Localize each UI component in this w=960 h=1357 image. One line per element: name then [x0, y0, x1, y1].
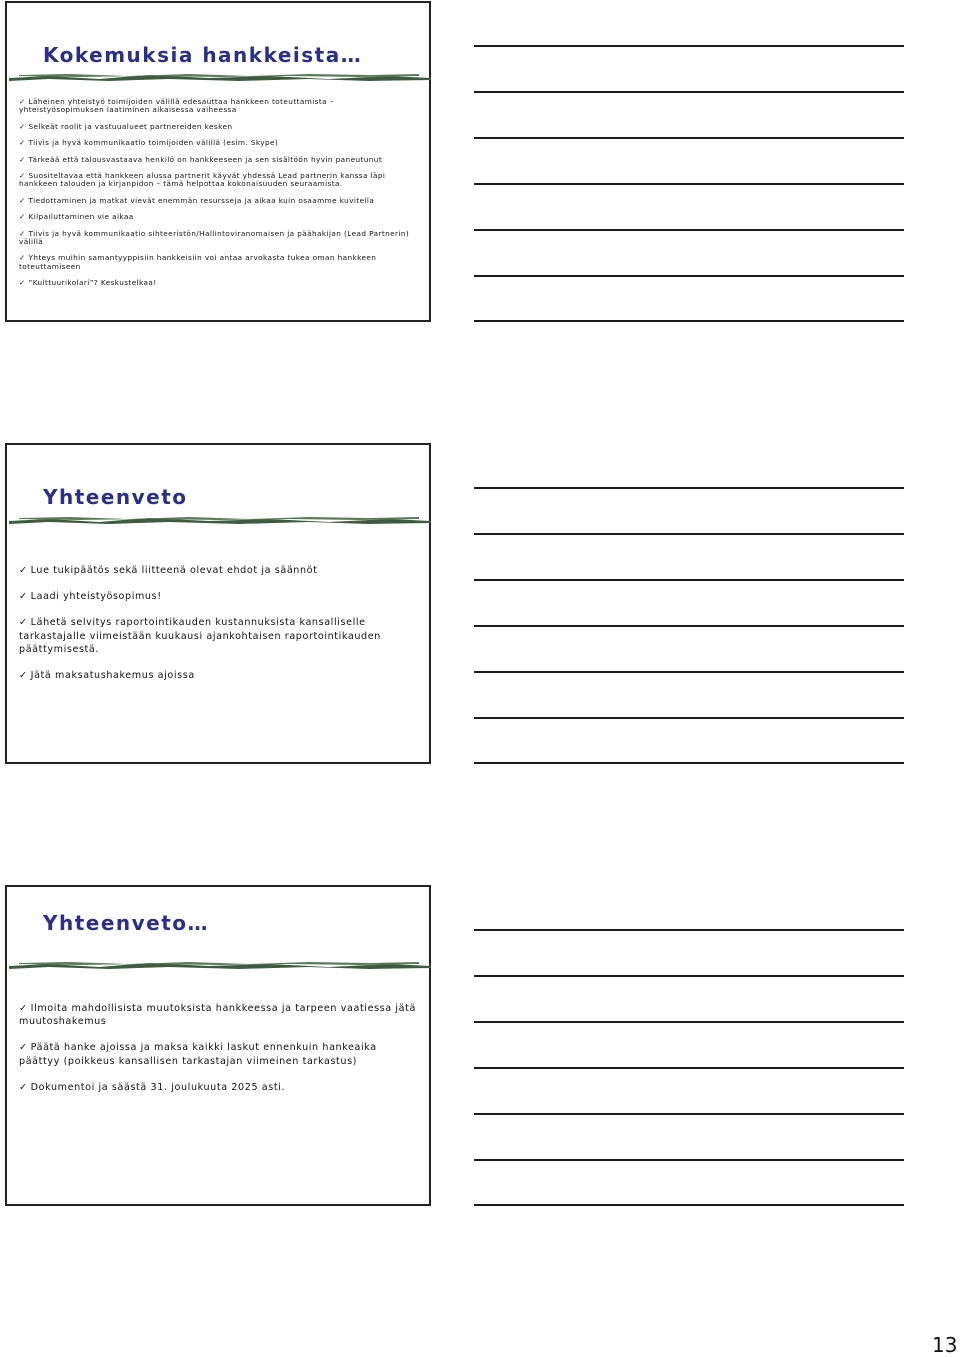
note-line: [474, 137, 904, 139]
bullet-item: ✓ Lähetä selvitys raportointikauden kustannuksista kansalliselle tarkastajalle viimeistään kuukausi ajankohtaisen raportointikauden päättymisestä.: [19, 617, 381, 655]
slide-title: Yhteenveto: [43, 485, 188, 509]
note-line: [474, 91, 904, 93]
checkmark-icon: ✓: [19, 617, 28, 629]
checkmark-icon: ✓: [19, 121, 26, 131]
note-line: [474, 762, 904, 764]
note-line: [474, 275, 904, 277]
bullet-item: ✓ Suositeltavaa että hankkeen alussa partnerit käyvät yhdessä Lead partnerin kanssa läpi hankkeen talouden ja kirjanpidon – tämä helpottaa kokonaisuuden seuraamista.: [19, 171, 386, 189]
note-line: [474, 229, 904, 231]
slide-2: [5, 443, 431, 764]
note-line: [474, 533, 904, 535]
checkmark-icon: ✓: [19, 591, 28, 603]
note-line: [474, 1021, 904, 1023]
note-line: [474, 671, 904, 673]
checkmark-icon: ✓: [19, 212, 26, 222]
slide-title: Kokemuksia hankkeista…: [43, 43, 363, 67]
note-line: [474, 717, 904, 719]
brush-stroke-divider: [9, 961, 431, 970]
bullet-item: ✓ Tiedottaminen ja matkat vievät enemmän resursseja ja aikaa kuin osaamme kuvitella: [19, 195, 375, 205]
checkmark-icon: ✓: [19, 195, 26, 205]
checkmark-icon: ✓: [19, 171, 26, 181]
slide-title: Yhteenveto…: [43, 911, 210, 935]
checkmark-icon: ✓: [19, 565, 28, 576]
checkmark-icon: ✓: [19, 278, 26, 288]
note-line: [474, 487, 904, 489]
bullet-item: ✓ Dokumentoi ja säästä 31. joulukuuta 2025 asti.: [19, 1081, 286, 1093]
checkmark-icon: ✓: [19, 1003, 28, 1014]
note-line: [474, 320, 904, 322]
note-line: [474, 625, 904, 627]
bullet-item: ✓ Ilmoita mahdollisista muutoksista hankkeessa ja tarpeen vaatiessa jätä muutoshakemus: [19, 1003, 416, 1028]
checkmark-icon: ✓: [19, 1042, 28, 1054]
note-line: [474, 1067, 904, 1069]
note-line: [474, 1159, 904, 1161]
slide-3: [5, 885, 431, 1206]
note-line: [474, 579, 904, 581]
bullet-item: ✓ Laadi yhteistyösopimus!: [19, 591, 162, 603]
note-line: [474, 45, 904, 47]
checkmark-icon: ✓: [19, 154, 26, 164]
checkmark-icon: ✓: [19, 670, 28, 682]
slide-1: [5, 1, 431, 322]
note-line: [474, 929, 904, 931]
checkmark-icon: ✓: [19, 1081, 28, 1093]
bullet-list: [19, 98, 419, 296]
page-number: 13: [932, 1333, 958, 1357]
note-line: [474, 183, 904, 185]
checkmark-icon: ✓: [19, 228, 26, 238]
bullet-item: ✓ Kilpailuttaminen vie aikaa: [19, 212, 134, 222]
checkmark-icon: ✓: [19, 138, 26, 148]
bullet-item: ✓ Lue tukipäätös sekä liitteenä olevat ehdot ja säännöt: [19, 565, 318, 576]
bullet-item: ✓ Selkeät roolit ja vastuualueet partnereiden kesken: [19, 121, 233, 131]
checkmark-icon: ✓: [19, 253, 26, 263]
note-line: [474, 1113, 904, 1115]
bullet-list: [19, 1002, 419, 1107]
bullet-item: ✓ Yhteys muihin samantyyppisiin hankkeisiin voi antaa arvokasta tukea oman hankkeen toteuttamiseen: [19, 253, 377, 271]
brush-stroke-divider: [9, 516, 431, 525]
note-line: [474, 975, 904, 977]
bullet-item: ✓ ”Kulttuurikolari”? Keskustelkaa!: [19, 278, 157, 288]
bullet-item: ✓ Tiivis ja hyvä kommunikaatio toimijoiden välillä (esim. Skype): [19, 138, 279, 148]
bullet-item: ✓ Läheinen yhteistyö toimijoiden välillä edesauttaa hankkeen toteuttamista – yhteistyösopimuksen laatiminen aikaisessa vaiheessa: [19, 97, 334, 115]
brush-stroke-divider: [9, 73, 431, 82]
bullet-item: ✓ Päätä hanke ajoissa ja maksa kaikki laskut ennenkuin hankeaika päättyy (poikkeus kansallisen tarkastajan viimeinen tarkastus): [19, 1042, 377, 1067]
bullet-item: ✓ Tiivis ja hyvä kommunikaatio sihteeristön/Hallintoviranomaisen ja päähakijan (Lead Partnerin) välillä: [19, 228, 410, 247]
bullet-list: [19, 564, 419, 695]
note-line: [474, 1204, 904, 1206]
checkmark-icon: ✓: [19, 97, 26, 106]
bullet-item: ✓ Jätä maksatushakemus ajoissa: [19, 670, 195, 682]
bullet-item: ✓ Tärkeää että talousvastaava henkilö on hankkeeseen ja sen sisältöön hyvin paneutunut: [19, 154, 383, 164]
